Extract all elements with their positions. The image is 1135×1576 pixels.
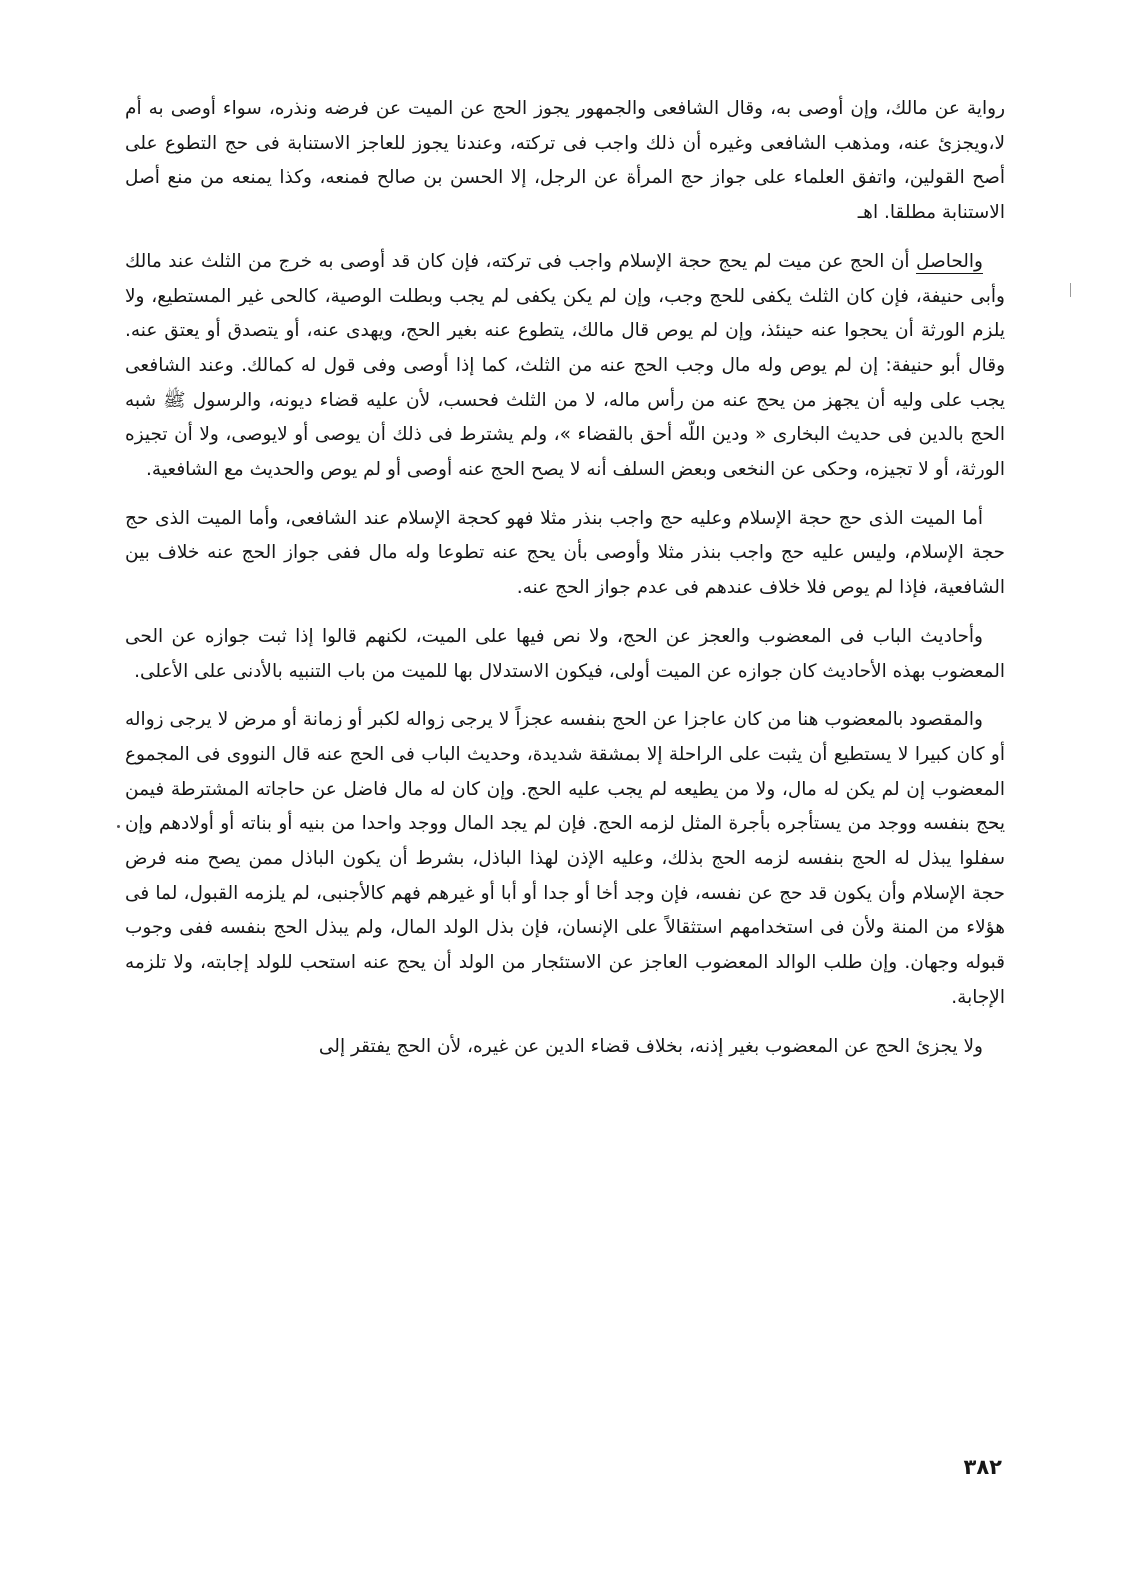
page-number: ٣٨٢ (963, 1455, 1002, 1479)
scan-speck (117, 825, 120, 828)
paragraph-6-text: ولا يجزئ الحج عن المعضوب بغير إذنه، بخلاف قضاء الدين عن غيره، لأن الحج يفتقر إلى (318, 1035, 983, 1057)
paragraph-2-text: أن الحج عن ميت لم يحج حجة الإسلام واجب فى تركته، فإن كان قد أوصى به خرج من الثلث عند مالك وأبى حنيفة، فإن كان الثلث يكفى للحج وجب، وإن لم يكن يكفى لم يجب وبطلت الوصية، كالحى غير المستطيع، ولا يلزم الورثة أن يحجوا عنه حينئذ، وإن لم يوص قال مالك، يتطوع عنه بغير الحج، ويهدى عنه، أو يتصدق أو يعتق عنه. وقال أبو حنيفة: إن لم يوص وله مال وجب الحج عنه من الثلث، كما إذا أوصى وفى قول له كمالك. وعند الشافعى يجب على وليه أن يجهز من يحج عنه من رأس ماله، لا من الثلث فحسب، لأن عليه قضاء ديونه، والرسول ﷺ شبه الحج بالدين فى حديث البخارى « ودين اللّه أحق بالقضاء »، ولم يشترط فى ذلك أن يوصى أو لايوصى، ولا أن تجيزه الورثة، أو لا تجيزه، وحكى عن النخعى وبعض السلف أنه لا يصح الحج عنه أوصى أو لم يوص والحديث مع الشافعية. (125, 250, 1005, 481)
paragraph-5-text: والمقصود بالمعضوب هنا من كان عاجزا عن الحج بنفسه عجزاً لا يرجى زواله لكبر أو زمانة أو مرض لا يرجى زواله أو كان كبيرا لا يستطيع أن يثبت على الراحلة إلا بمشقة شديدة، وحديث الباب فى الحج عنه قال النووى فى المجموع المعضوب إن لم يكن له مال، ولا من يطيعه لم يجب عليه الحج. وإن كان له مال فاضل عن حاجاته المشترطة فيمن يحج بنفسه ووجد من يستأجره بأجرة المثل لزمه الحج. فإن لم يجد المال ووجد واحدا من بنيه أو بناته أو أولادهم وإن سفلوا يبذل له الحج بنفسه لزمه الحج بذلك، وعليه الإذن لهذا الباذل، بشرط أن يكون الباذل ممن يصح منه فرض حجة الإسلام وأن يكون قد حج عن نفسه، فإن وجد أخا أو جدا أو أبا أو غيرهم فهم كالأجنبى، لم يلزمه القبول، لما فى هؤلاء من المنة ولأن فى استخدامهم استثقالاً على الإنسان، فإن بذل الولد المال، ولم يبذل الحج بنفسه ففى وجوب قبوله وجهان. وإن طلب الوالد المعضوب العاجز عن الاستئجار من الولد أن يحج عنه استحب للولد إجابته، ولا تلزمه الإجابة. (125, 709, 1005, 1008)
paragraph-2-lead: والحاصل (915, 250, 983, 272)
paragraph-1-text: رواية عن مالك، وإن أوصى به، وقال الشافعى والجمهور يجوز الحج عن الميت عن فرضه ونذره، سواء أوصى به أم لا،ويجزئ عنه، ومذهب الشافعى وغيره أن ذلك واجب فى تركته، وعندنا يجوز للعاجز الاستنابة فى حج التطوع على أصح القولين، واتفق العلماء على جواز حج المرأة عن الرجل، إلا الحسن بن صالح فمنعه، وكذا يمنعه من منع أصل الاستنابة مطلقا. اهـ (125, 98, 1005, 224)
paragraph-3-text: أما الميت الذى حج حجة الإسلام وعليه حج واجب بنذر مثلا فهو كحجة الإسلام عند الشافعى، وأما الميت الذى حج حجة الإسلام، وليس عليه حج واجب بنذر مثلا وأوصى بأن يحج عنه تطوعا وله مال ففى جواز الحج عنه خلاف بين الشافعية، فإذا لم يوص فلا خلاف عندهم فى عدم جواز الحج عنه. (125, 507, 1005, 599)
paragraph-4-text: وأحاديث الباب فى المعضوب والعجز عن الحج، ولا نص فيها على الميت، لكنهم قالوا إذا ثبت جوازه عن الحى المعضوب بهذه الأحاديث كان جوازه عن الميت أولى، فيكون الاستدلال بها للميت من باب التنبيه بالأدنى على الأعلى. (125, 625, 1005, 682)
paragraph-6 (125, 1030, 1005, 1065)
paragraph-2 (125, 245, 1005, 488)
paragraph-1 (125, 92, 1005, 231)
paragraph-5 (125, 703, 1005, 1015)
scan-mark (1070, 283, 1071, 297)
body-text (125, 92, 1005, 1078)
paragraph-4 (125, 620, 1005, 689)
paragraph-3 (125, 502, 1005, 606)
